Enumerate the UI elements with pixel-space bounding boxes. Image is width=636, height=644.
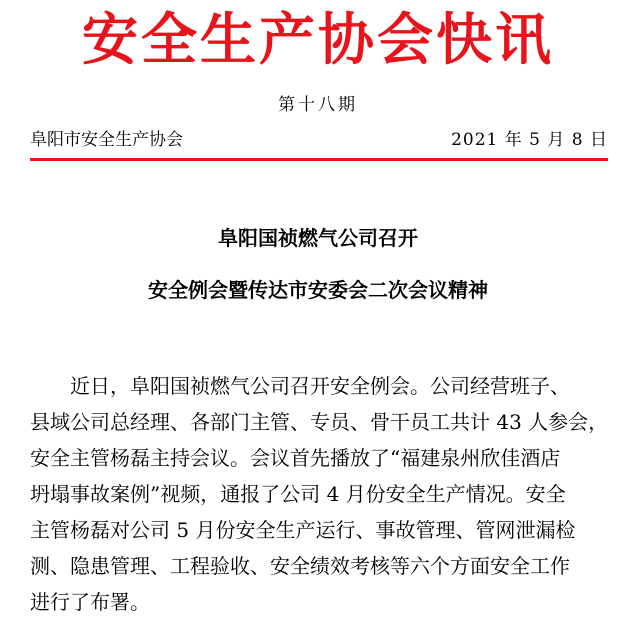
- body-line: 安全主管杨磊主持会议。会议首先播放了“福建泉州欣佳酒店: [30, 446, 561, 470]
- newsletter-masthead-title: 安全生产协会快讯: [82, 8, 554, 73]
- article-body: [30, 368, 608, 620]
- article-title-line-1: 阜阳国祯燃气公司召开: [218, 226, 418, 250]
- article-title-line-2: 安全例会暨传达市安委会二次会议精神: [148, 278, 488, 302]
- publication-meta-row: [30, 128, 608, 152]
- red-divider-rule: [30, 158, 608, 161]
- publication-date: 2021 年 5 月 8 日: [451, 130, 608, 150]
- body-line: 坍塌事故案例”视频，通报了公司 4 月份安全生产情况。安全: [30, 482, 566, 506]
- body-line: 主管杨磊对公司 5 月份安全生产运行、事故管理、管网泄漏检: [30, 518, 576, 542]
- issue-number: 第十八期: [278, 95, 358, 115]
- body-line: 县域公司总经理、各部门主管、专员、骨干员工共计 43 人参会，: [30, 410, 608, 434]
- body-line: 进行了布署。: [30, 590, 150, 614]
- publisher-name: 阜阳市安全生产协会: [30, 130, 183, 150]
- body-line: 近日，阜阳国祯燃气公司召开安全例会。公司经营班子、: [70, 374, 570, 398]
- body-line: 测、隐患管理、工程验收、安全绩效考核等六个方面安全工作: [30, 554, 570, 578]
